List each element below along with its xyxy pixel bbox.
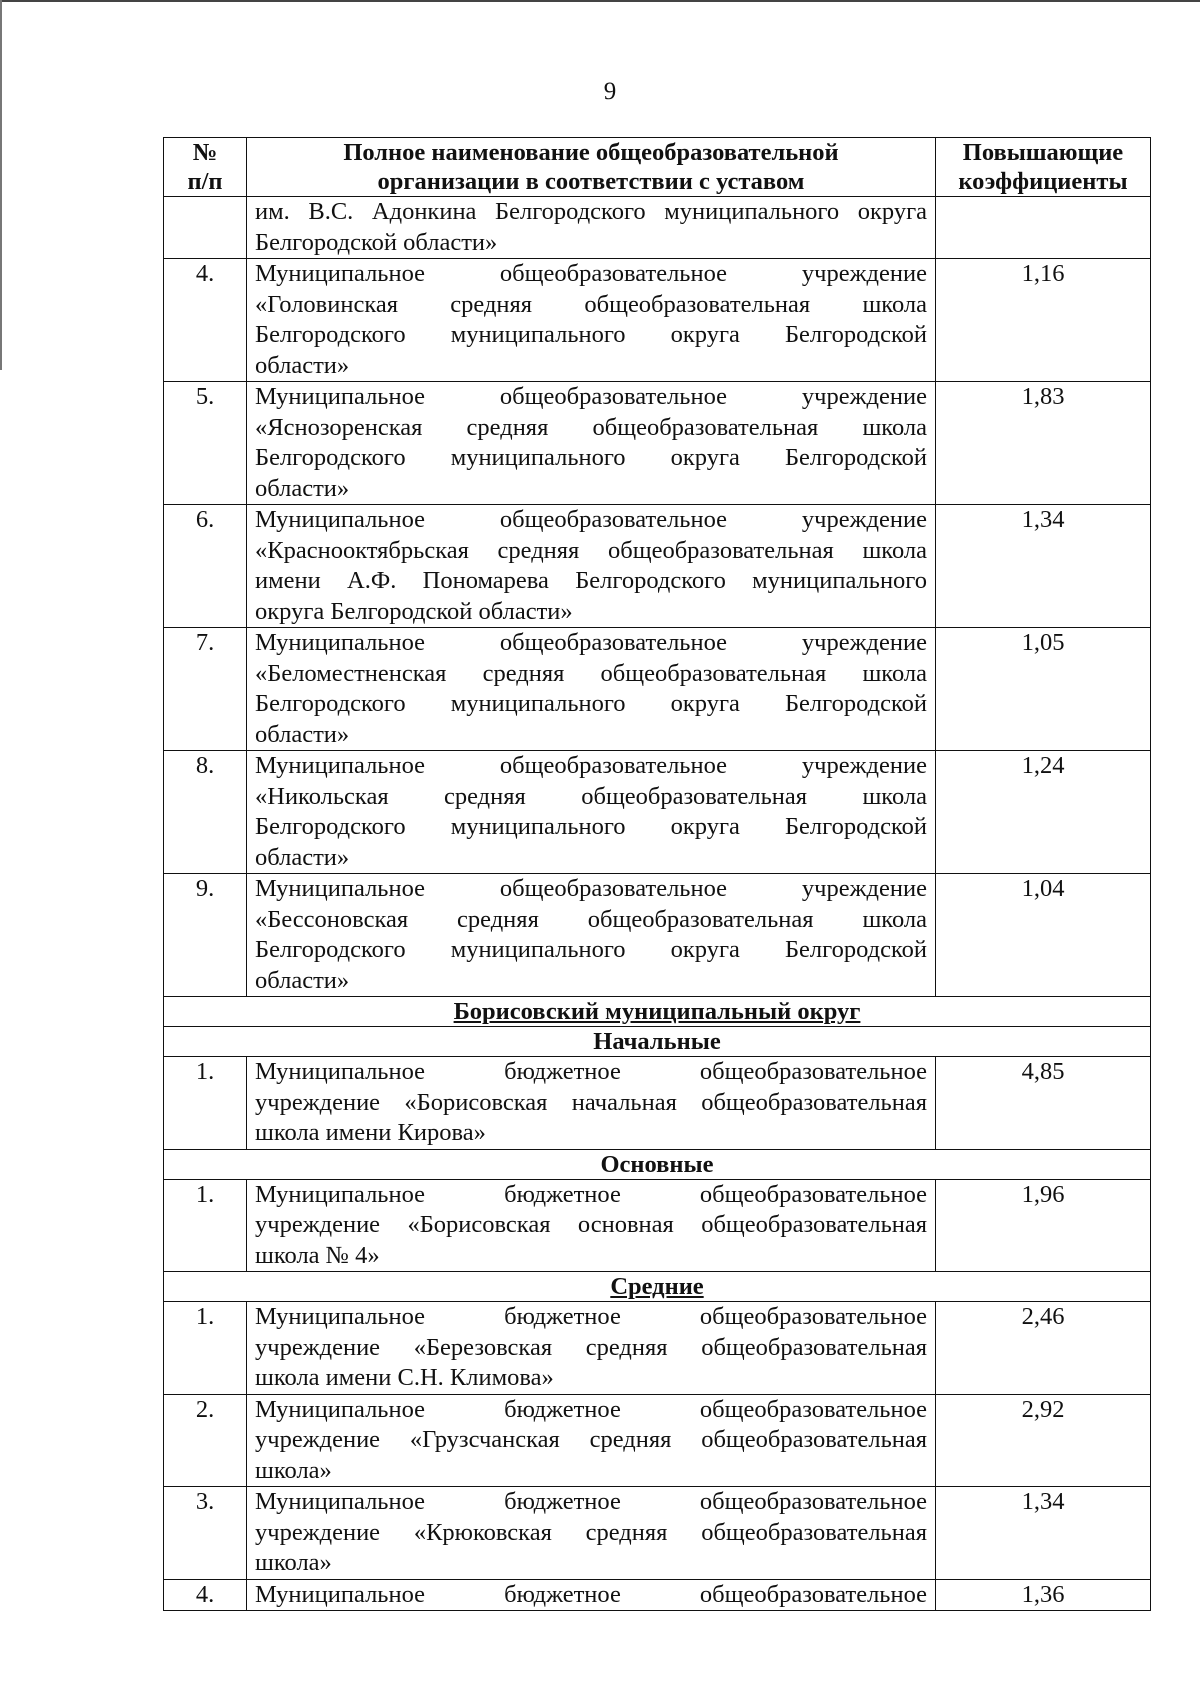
table-row bbox=[164, 1302, 1151, 1395]
row-coef: 1,04 bbox=[936, 874, 1151, 997]
row-name bbox=[247, 1302, 936, 1395]
row-name-line: имени А.Ф. Пономарева Белгородского муниципального bbox=[255, 567, 927, 594]
row-name-line: «Никольская средняя общеобразовательная школа bbox=[255, 782, 927, 810]
row-name bbox=[247, 382, 936, 505]
row-name-line: Белгородского муниципального округа Белгородской bbox=[255, 321, 927, 348]
header-name: Полное наименование общеобразовательной организации в соответствии с уставом bbox=[247, 138, 936, 197]
row-name-line: школа № 4» bbox=[255, 1241, 380, 1269]
row-num: 8. bbox=[164, 751, 247, 874]
row-num: 9. bbox=[164, 874, 247, 997]
row-coef: 1,83 bbox=[936, 382, 1151, 505]
row-num: 1. bbox=[164, 1302, 247, 1395]
row-name-line: «Бессоновская средняя общеобразовательная школа bbox=[255, 905, 927, 933]
row-name-line: Муниципальное бюджетное общеобразовательное bbox=[255, 1580, 927, 1608]
row-num: 3. bbox=[164, 1487, 247, 1580]
row-name bbox=[247, 1057, 936, 1150]
row-name-line: учреждение «Борисовская основная общеобразовательная bbox=[255, 1211, 927, 1238]
row-num: 5. bbox=[164, 382, 247, 505]
table-row bbox=[164, 1487, 1151, 1580]
row-name bbox=[247, 1579, 936, 1611]
row-name-line: школа» bbox=[255, 1549, 332, 1576]
section-borisovsky-title: Борисовский муниципальный округ bbox=[453, 998, 861, 1025]
coefficients-table bbox=[163, 137, 1151, 1611]
table-row bbox=[164, 1057, 1151, 1150]
row-name bbox=[247, 259, 936, 382]
row-name-line: «Беломестненская средняя общеобразовательная школа bbox=[255, 659, 927, 687]
row-name-line: округа Белгородской области» bbox=[255, 597, 573, 625]
section-srednie bbox=[164, 1272, 1151, 1302]
row-coef: 2,92 bbox=[936, 1394, 1151, 1487]
row-name-line: Муниципальное общеобразовательное учреждение bbox=[255, 629, 927, 656]
table-row bbox=[164, 259, 1151, 382]
section-nachalnye bbox=[164, 1027, 1151, 1057]
row-name bbox=[247, 874, 936, 997]
row-name bbox=[247, 1394, 936, 1487]
row-name bbox=[247, 505, 936, 628]
row-name-line: Муниципальное общеобразовательное учреждение bbox=[255, 260, 927, 287]
row-name-line: школа имени Кирова» bbox=[255, 1119, 486, 1146]
row-name-line: области» bbox=[255, 474, 350, 502]
row-name-line: области» bbox=[255, 351, 350, 379]
row-name-line: Белгородского муниципального округа Белгородской bbox=[255, 690, 927, 717]
row-name: им. В.С. Адонкина Белгородского муниципального округа Белгородской области» bbox=[247, 197, 936, 259]
section-osnovnye-title: Основные bbox=[600, 1150, 714, 1178]
row-name-line: школа» bbox=[255, 1456, 332, 1484]
table-row bbox=[164, 628, 1151, 751]
row-name-line: области» bbox=[255, 966, 350, 994]
row-num: 7. bbox=[164, 628, 247, 751]
row-name bbox=[247, 1487, 936, 1580]
row-name-line: учреждение «Грузсчанская средняя общеобразовательная bbox=[255, 1426, 927, 1453]
row-coef: 1,05 bbox=[936, 628, 1151, 751]
row-name-line: «Краснооктябрьская средняя общеобразовательная школа bbox=[255, 536, 927, 564]
table-row bbox=[164, 1579, 1151, 1611]
row-name-line: Муниципальное бюджетное общеобразовательное bbox=[255, 1058, 927, 1085]
row-coef: 1,24 bbox=[936, 751, 1151, 874]
row-coef: 4,85 bbox=[936, 1057, 1151, 1150]
section-srednie-title: Средние bbox=[610, 1273, 704, 1300]
row-name bbox=[247, 1179, 936, 1272]
row-coef: 1,34 bbox=[936, 1487, 1151, 1580]
row-name-line: Муниципальное общеобразовательное учреждение bbox=[255, 752, 927, 779]
section-borisovsky bbox=[164, 997, 1151, 1027]
table-row bbox=[164, 382, 1151, 505]
table-row bbox=[164, 874, 1151, 997]
row-coef: 2,46 bbox=[936, 1302, 1151, 1395]
table-row bbox=[164, 751, 1151, 874]
header-coef: Повышающие коэффициенты bbox=[936, 138, 1151, 197]
table-header-row bbox=[164, 138, 1151, 197]
scan-edge-left bbox=[0, 0, 2, 370]
table-row bbox=[164, 1394, 1151, 1487]
section-osnovnye bbox=[164, 1149, 1151, 1179]
row-num: 4. bbox=[164, 1579, 247, 1611]
row-num: 6. bbox=[164, 505, 247, 628]
row-name-line: Белгородского муниципального округа Белгородской bbox=[255, 813, 927, 840]
row-coef: 1,96 bbox=[936, 1179, 1151, 1272]
row-num: 2. bbox=[164, 1394, 247, 1487]
row-coef bbox=[936, 197, 1151, 259]
row-name-line: учреждение «Крюковская средняя общеобразовательная bbox=[255, 1518, 927, 1546]
row-name-line: Муниципальное бюджетное общеобразовательное bbox=[255, 1303, 927, 1330]
row-name-line: Муниципальное общеобразовательное учреждение bbox=[255, 383, 927, 410]
row-name-line: «Яснозоренская средняя общеобразовательная школа bbox=[255, 413, 927, 441]
table-row bbox=[164, 505, 1151, 628]
section-nachalnye-title: Начальные bbox=[593, 1028, 721, 1055]
header-num: № п/п bbox=[164, 138, 247, 197]
row-name-line: Муниципальное бюджетное общеобразовательное bbox=[255, 1180, 927, 1208]
row-name bbox=[247, 751, 936, 874]
row-name-line: учреждение «Березовская средняя общеобразовательная bbox=[255, 1333, 927, 1361]
row-name-line: Муниципальное общеобразовательное учреждение bbox=[255, 506, 927, 533]
row-name-line: школа имени С.Н. Климова» bbox=[255, 1364, 554, 1391]
row-name-line: Белгородского муниципального округа Белгородской bbox=[255, 444, 927, 471]
row-name-line: Муниципальное общеобразовательное учреждение bbox=[255, 875, 927, 902]
scan-edge-top bbox=[0, 0, 1200, 2]
row-name-line: учреждение «Борисовская начальная общеобразовательная bbox=[255, 1088, 927, 1116]
continuation-row bbox=[164, 197, 1151, 259]
row-num: 1. bbox=[164, 1179, 247, 1272]
row-name-line: области» bbox=[255, 720, 350, 748]
row-name-line: Муниципальное бюджетное общеобразовательное bbox=[255, 1395, 927, 1423]
row-name bbox=[247, 628, 936, 751]
table-row bbox=[164, 1179, 1151, 1272]
row-num: 1. bbox=[164, 1057, 247, 1150]
row-num bbox=[164, 197, 247, 259]
row-coef: 1,16 bbox=[936, 259, 1151, 382]
row-name-line: Белгородского муниципального округа Белгородской bbox=[255, 936, 927, 963]
row-name-line: Муниципальное бюджетное общеобразовательное bbox=[255, 1488, 927, 1515]
page-number: 9 bbox=[603, 78, 617, 105]
row-coef: 1,34 bbox=[936, 505, 1151, 628]
row-coef: 1,36 bbox=[936, 1579, 1151, 1611]
row-num: 4. bbox=[164, 259, 247, 382]
row-name-line: области» bbox=[255, 843, 350, 871]
row-name-line: «Головинская средняя общеобразовательная школа bbox=[255, 290, 927, 318]
